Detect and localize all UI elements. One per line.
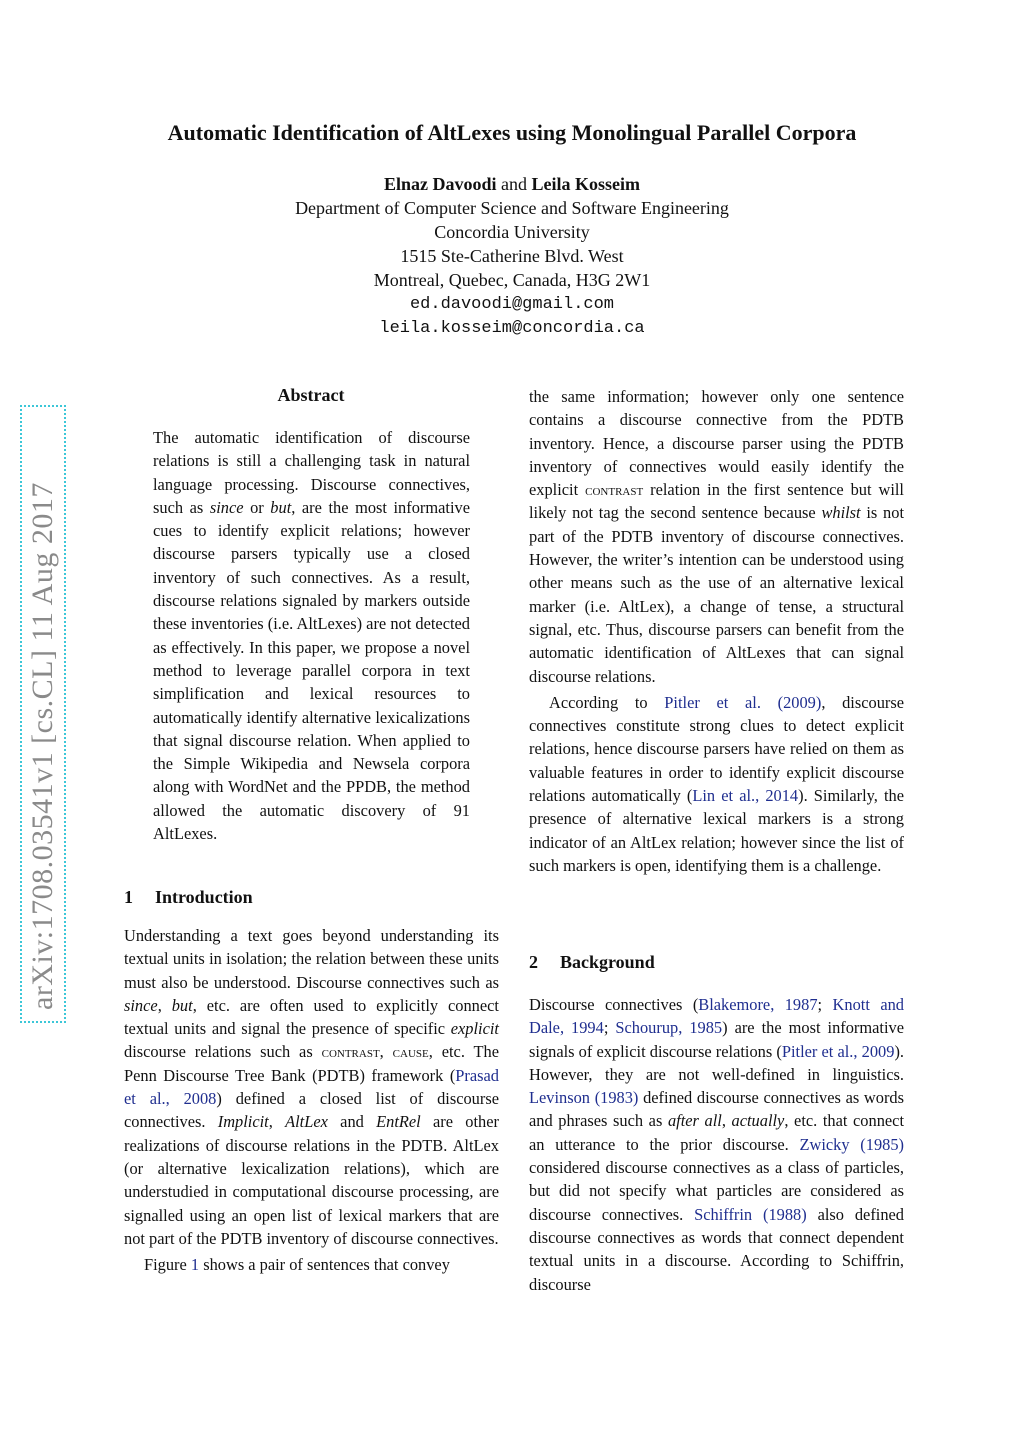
citation-link[interactable]: Prasad et al., 2008	[124, 1065, 499, 1109]
author-name: Elnaz Davoodi	[383, 174, 497, 194]
paper-title: Automatic Identification of AltLexes using Monolingual Parallel Corpora	[167, 120, 857, 145]
affiliation-department: Department of Computer Science and Software Engineering	[295, 198, 729, 218]
author-email: leila.kosseim@concordia.ca	[379, 319, 645, 338]
paragraph: the same information; however only one sentence contains a discourse connective from the PDTB inventory. Hence, a discourse parser using the PDTB inventory of connectives would easily identify the explicit contrast relation in the first sentence but will likely not tag the second sentence because whilst is not part of the PDTB inventory of discourse connectives. However, the writer’s intention can be understood using other means such as the use of an alternative lexical marker (i.e. AltLex), a change of tense, a structural signal, etc. Thus, discourse parsers can benefit from the automatic identification of AltLexes that can signal discourse relations.	[529, 387, 905, 686]
citation-link[interactable]: Blakemore, 1987	[698, 995, 818, 1014]
paragraph: Discourse connectives (Blakemore, 1987; Knott and Dale, 1994; Schourup, 1985) are the most informative signals of explicit discourse relations (Pitler et al., 2009). However, they are not well-defined in linguistics. Levinson (1983) defined discourse connectives as words and phrases such as after all, actually, etc. that connect an utterance to the prior discourse. Zwicky (1985) considered discourse connectives as a class of particles, but did not specify what particles are considered as discourse connectives. Schiffrin (1988) also defined discourse connectives as words that connect dependent textual units in a discourse. According to Schiffrin, discourse	[529, 995, 904, 1294]
paragraph: Figure 1 shows a pair of sentences that convey	[144, 1255, 450, 1275]
introduction-body	[124, 924, 499, 1276]
citation-link[interactable]: Pitler et al. (2009)	[664, 692, 822, 712]
figure-reference-link[interactable]: 1	[190, 1255, 200, 1275]
author-email: ed.davoodi@gmail.com	[409, 295, 615, 314]
citation-link[interactable]: Knott and Dale, 1994	[529, 995, 904, 1038]
arxiv-identifier[interactable]: arXiv:1708.03541v1 [cs.CL] 11 Aug 2017	[26, 482, 59, 1010]
paragraph: According to Pitler et al. (2009), discourse connectives constitute strong clues to detect explicit relations, hence discourse parsers have relied on them as valuable features in order to identify explicit discourse relations automatically (Lin et al., 2014). Similarly, the presence of alternative lexical markers is a strong indicator of an AltLex relation; however since the list of such markers is open, identifying them is a challenge.	[529, 692, 904, 875]
background-body	[529, 993, 904, 1296]
citation-link[interactable]: Zwicky (1985)	[799, 1134, 904, 1154]
abstract-heading: Abstract	[277, 385, 345, 405]
citation-link[interactable]: Schiffrin (1988)	[694, 1204, 807, 1224]
introduction-continued	[529, 385, 904, 877]
section-heading-background: 2 Background	[529, 952, 655, 972]
author-name: Leila Kosseim	[531, 174, 641, 194]
affiliation-university: Concordia University	[434, 222, 590, 242]
affiliation-street: 1515 Ste-Catherine Blvd. West	[400, 246, 624, 266]
abstract-text: The automatic identification of discourse relations is still a challenging task in natural language processing. Discourse connectives, such as since or but, are the most informative cues to identify explicit relations; however discourse parsers typically use a closed inventory of such connectives. As a result, discourse relations signaled by markers outside these inventories (i.e. AltLexes) are not detected as effectively. In this paper, we propose a novel method to leverage parallel corpora in text simplification and lexical resources to automatically identify alternative lexicalizations that signal discourse relation. When applied to the Simple Wikipedia and Newsela corpora along with WordNet and the PPDB, the method allowed the automatic discovery of 91 AltLexes.	[153, 428, 470, 844]
affiliation-city: Montreal, Quebec, Canada, H3G 2W1	[373, 270, 651, 290]
citation-link[interactable]: Lin et al., 2014	[692, 786, 799, 806]
author-line	[0, 172, 1024, 196]
section-heading-introduction: 1 Introduction	[124, 887, 253, 907]
author-conjunction: and	[501, 174, 528, 194]
citation-link[interactable]: Levinson (1983)	[529, 1088, 639, 1108]
paragraph: Understanding a text goes beyond understanding its textual units in isolation; the relation between these units must also be understood. Discourse connectives such as since, but, etc. are often used to explicitly connect textual units and signal the presence of specific explicit discourse relations such as contrast, cause, etc. The Penn Discourse Tree Bank (PDTB) framework (Prasad et al., 2008) defined a closed list of discourse connectives. Implicit, AltLex and EntRel are other realizations of discourse relations in the PDTB. AltLex (or alternative lexicalization relations), which are understudied in computational discourse processing, are signalled using an open list of lexical markers that are not part of the PDTB inventory of discourse connectives.	[124, 926, 499, 1248]
citation-link[interactable]: Schourup, 1985	[615, 1018, 723, 1038]
citation-link[interactable]: Pitler et al., 2009	[781, 1041, 895, 1061]
